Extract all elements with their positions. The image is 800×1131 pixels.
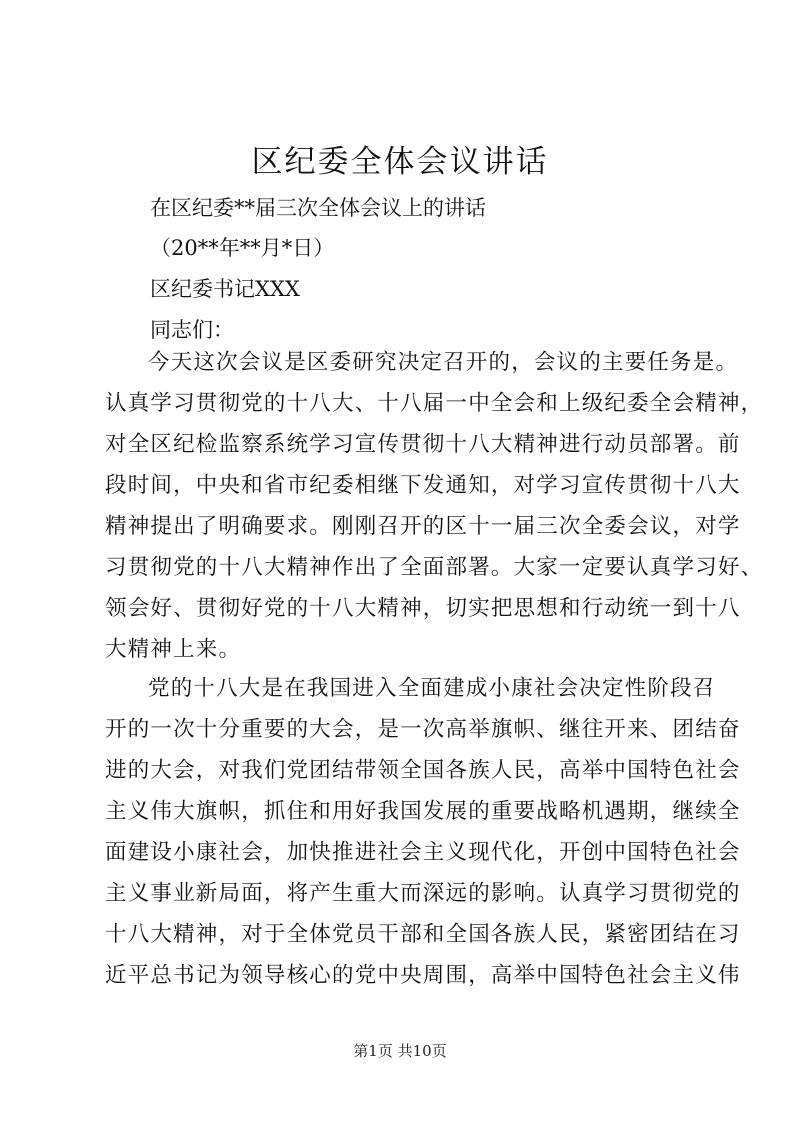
paragraph-line: 党的十八大是在我国进入全面建成小康社会决定性阶段召 [148,676,716,701]
paragraph-line: 进的大会，对我们党团结带领全国各族人民，高举中国特色社会 [105,758,741,783]
paragraph-line: 大精神上来。 [105,637,242,662]
paragraph-line: 习贯彻党的十八大精神作出了全面部署。大家一定要认真学习好、 [105,555,764,580]
page-footer: 第1页 共10页 [353,1042,447,1060]
paragraph-line: 今天这次会议是区委研究决定召开的，会议的主要任务是。 [148,350,739,375]
paragraph-line: 十八大精神，对于全体党员干部和全国各族人民，紧密团结在习 [105,922,741,947]
paragraph-line: 近平总书记为领导核心的党中央周围，高举中国特色社会主义伟 [105,963,741,988]
document-date: （20**年**月*日） [150,236,335,260]
paragraph-line: 主义事业新局面，将产生重大而深远的影响。认真学习贯彻党的 [105,881,741,906]
document-salutation: 同志们： [150,318,234,342]
paragraph-line: 认真学习贯彻党的十八大、十八届一中全会和上级纪委全会精神， [105,391,764,416]
paragraph-line: 段时间，中央和省市纪委相继下发通知，对学习宣传贯彻十八大 [105,473,741,498]
document-speaker: 区纪委书记XXX [150,277,300,301]
paragraph-line: 对全区纪检监察系统学习宣传贯彻十八大精神进行动员部署。前 [105,432,741,457]
body-paragraph-2 [105,668,741,996]
document-title: 区纪委全体会议讲话 [251,144,549,180]
document-subtitle: 在区纪委**届三次全体会议上的讲话 [150,196,486,220]
body-paragraph-1 [105,342,764,670]
paragraph-line: 精神提出了明确要求。刚刚召开的区十一届三次全委会议，对学 [105,514,741,539]
paragraph-line: 主义伟大旗帜，抓住和用好我国发展的重要战略机遇期，继续全 [105,799,741,824]
paragraph-line: 面建设小康社会，加快推进社会主义现代化，开创中国特色社会 [105,840,741,865]
paragraph-line: 开的一次十分重要的大会，是一次高举旗帜、继往开来、团结奋 [105,717,741,742]
paragraph-line: 领会好、贯彻好党的十八大精神，切实把思想和行动统一到十八 [105,596,741,621]
